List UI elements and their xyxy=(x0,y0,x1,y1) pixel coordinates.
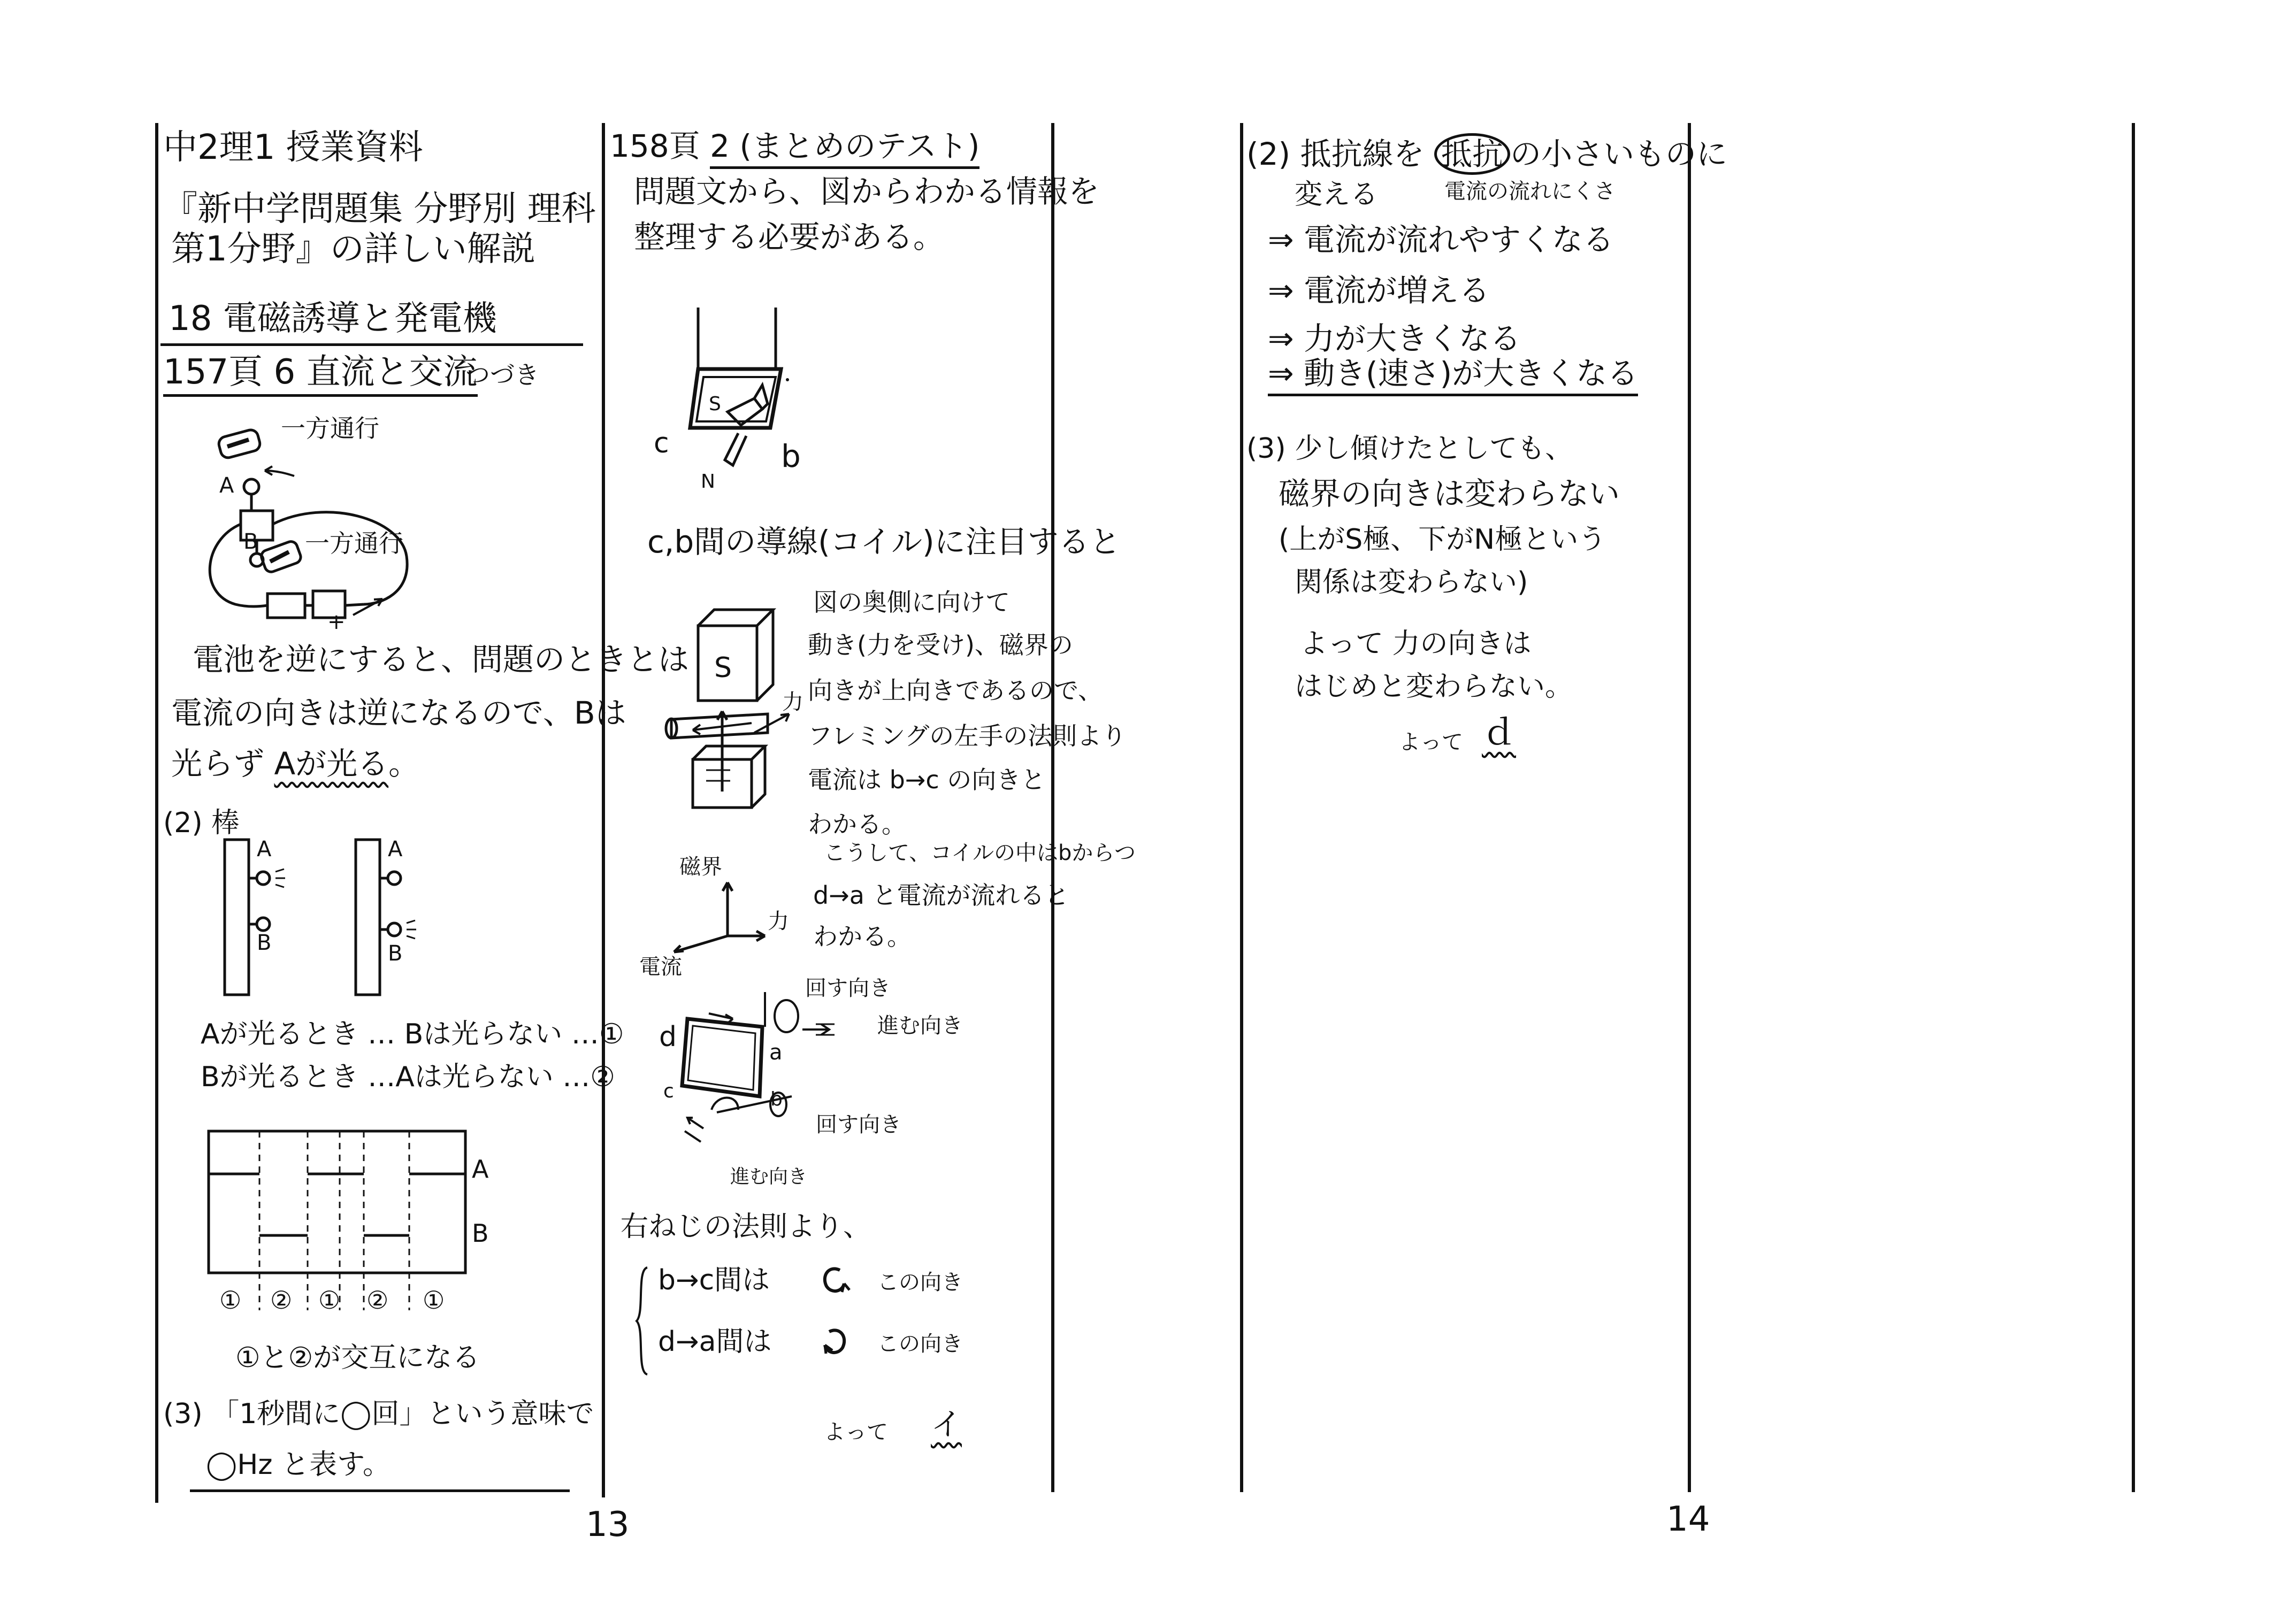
rod-2-label-a: A xyxy=(388,837,403,862)
explanation-line-3a: 光らず xyxy=(171,746,274,782)
magnet-3d-label-s: S xyxy=(714,652,732,684)
sketch-label-c: c xyxy=(654,427,669,459)
col2-header xyxy=(610,128,979,164)
explanation-line-3c: 。 xyxy=(388,746,420,782)
rotation-cw-icon xyxy=(818,1262,851,1300)
diode-label-1: 一方通行 xyxy=(281,414,379,443)
chapter-title: 18 電磁誘導と発電機 xyxy=(169,299,497,339)
circuit-label-a: A xyxy=(219,473,234,498)
advance-direction-2: 進む向き xyxy=(730,1166,808,1188)
expl-line-9: わかる。 xyxy=(813,922,912,951)
col3-q3-line-4: 関係は変わらない) xyxy=(1295,566,1528,598)
coil-label-a: a xyxy=(769,1040,783,1065)
rotation-direction-1: 回す向き xyxy=(805,976,891,1001)
q3-text: (3) 「1秒間に◯回」という意味で xyxy=(163,1398,594,1430)
column-1-end-rule xyxy=(190,1489,570,1492)
book-title-line-2: 第1分野』の詳しい解説 xyxy=(171,229,535,269)
condition-1: Aが光るとき … Bは光らない …① xyxy=(201,1018,624,1050)
expl-line-5: 電流は b→c の向きと xyxy=(808,765,1046,794)
book-title-line-1: 『新中学問題集 分野別 理科 xyxy=(163,189,596,229)
col3-q2-b: の小さいものに xyxy=(1510,136,1728,172)
condition-2: Bが光るとき …Aは光らない …② xyxy=(201,1061,615,1093)
expl-line-8: d→a と電流が流れると xyxy=(813,881,1069,910)
alternate-note: ①と②が交互になる xyxy=(235,1342,480,1374)
coil-label-c: c xyxy=(663,1080,674,1102)
col3-therefore: よって xyxy=(1399,730,1463,755)
rod-1-label-b: B xyxy=(257,931,272,955)
col3-arrow-4-text: ⇒ 動き(速さ)が大きくなる xyxy=(1268,355,1638,396)
expl-line-1: 図の奥側に向けて xyxy=(813,588,1010,617)
seq-item-2: ② xyxy=(270,1286,293,1315)
circuit-label-b: B xyxy=(243,529,258,554)
diode-circuit-diagram xyxy=(203,417,439,631)
answer-a-lights: Aが光る xyxy=(274,746,389,782)
col2-answer xyxy=(931,1407,962,1442)
axis-label-current: 電流 xyxy=(639,955,682,979)
sketch-label-n: N xyxy=(701,471,715,493)
rotation-direction-2: 回す向き xyxy=(816,1112,901,1137)
column-divider-3 xyxy=(1240,123,1243,1492)
column-divider-left-edge xyxy=(155,123,158,1503)
section-title xyxy=(163,353,478,393)
rod-2-label-b: B xyxy=(388,941,403,966)
col2-intro-2: 整理する必要がある。 xyxy=(634,219,945,255)
rod-1-label-a: A xyxy=(257,837,272,862)
col3-q3-line-6: はじめと変わらない。 xyxy=(1295,671,1573,703)
da-line: d→a間は xyxy=(658,1326,772,1358)
page-number-left: 13 xyxy=(586,1505,630,1545)
screw-rule: 右ねじの法則より、 xyxy=(621,1211,871,1243)
column-divider-2 xyxy=(1051,123,1054,1492)
coil-label-d: d xyxy=(659,1021,677,1053)
expl-line-4: フレミングの左手の法則より xyxy=(808,721,1127,750)
chapter-rule xyxy=(160,343,583,346)
col3-q2-line-1 xyxy=(1246,136,1727,172)
explanation-line-1: 電池を逆にすると、問題のときとは xyxy=(193,641,690,678)
seq-item-5: ① xyxy=(423,1286,445,1315)
column-divider-5 xyxy=(2132,123,2135,1492)
col3-arrow-2: ⇒ 電流が増える xyxy=(1268,272,1490,309)
sketch-label-b: b xyxy=(781,438,801,474)
col3-arrow-4 xyxy=(1268,356,1638,391)
col3-q2-line-2: 変える xyxy=(1295,179,1379,211)
axis-label-force: 力 xyxy=(768,909,789,934)
advance-direction-1: 進む向き xyxy=(877,1013,963,1038)
explanation-line-3 xyxy=(171,746,419,782)
sketch-label-s: S xyxy=(709,393,721,415)
alternating-lamp-graph xyxy=(206,1128,473,1310)
rod-lamps-diagram xyxy=(214,834,439,1000)
coil-label-b: b xyxy=(770,1088,783,1110)
this-direction-1: この向き xyxy=(877,1270,963,1295)
page-number-right: 14 xyxy=(1666,1500,1710,1539)
graph-label-a: A xyxy=(472,1155,489,1184)
diode-label-2: 一方通行 xyxy=(305,529,403,558)
magnet-wire-3d-diagram xyxy=(661,604,821,829)
col3-q2-a: (2) 抵抗線を xyxy=(1246,136,1435,172)
col2-therefore: よって xyxy=(824,1420,888,1445)
rotation-ccw-icon xyxy=(818,1324,851,1361)
section-title-text: 157頁 6 直流と交流 xyxy=(163,352,478,397)
col2-answer-text: イ xyxy=(931,1406,962,1442)
this-direction-2: この向き xyxy=(877,1332,963,1356)
column-divider-4 xyxy=(1688,123,1691,1492)
q3-hz: ◯Hz と表す。 xyxy=(206,1449,391,1481)
col3-answer-text: ｄ xyxy=(1482,713,1516,753)
col3-arrow-3: ⇒ 力が大きくなる xyxy=(1268,320,1521,357)
expl-line-6: わかる。 xyxy=(808,810,906,839)
circuit-label-plus: + xyxy=(327,610,346,634)
bc-line: b→c間は xyxy=(658,1264,770,1296)
coil-screw-diagram xyxy=(658,989,883,1182)
column-divider-1 xyxy=(602,123,605,1497)
expl-line-3: 向きが上向きであるので、 xyxy=(808,676,1103,705)
col3-answer xyxy=(1482,714,1516,754)
col3-q3-line-3: (上がS極、下がN極という xyxy=(1279,524,1606,556)
col3-q2-note: 電流の流れにくさ xyxy=(1444,179,1616,204)
seq-item-3: ① xyxy=(318,1286,341,1315)
col3-q3-line-2: 磁界の向きは変わらない xyxy=(1279,475,1620,512)
fleming-axes xyxy=(663,877,781,952)
expl-line-7: こうして、コイルの中はbからつ xyxy=(824,841,1136,865)
focus-statement: c,b間の導線(コイル)に注目すると xyxy=(647,524,1121,560)
col2-intro-1: 問題文から、図からわかる情報を xyxy=(634,173,1100,210)
seq-item-1: ① xyxy=(219,1286,242,1315)
graph-label-b: B xyxy=(472,1219,489,1248)
seq-item-4: ② xyxy=(366,1286,389,1315)
explanation-line-2: 電流の向きは逆になるので、Bは xyxy=(171,695,626,731)
col3-q3-line-1: (3) 少し傾けたとしても、 xyxy=(1246,433,1573,465)
brace xyxy=(634,1265,650,1377)
expl-line-2: 動き(力を受け)、磁界の xyxy=(808,631,1073,659)
continued-label: つづき xyxy=(465,360,539,389)
col3-arrow-1: ⇒ 電流が流れやすくなる xyxy=(1268,221,1614,258)
col3-q2-circled: 抵抗 xyxy=(1434,133,1510,175)
col2-header-title: 2 (まとめのテスト) xyxy=(710,128,979,169)
handout-header: 中2理1 授業資料 xyxy=(163,128,423,167)
q2-label: (2) 棒 xyxy=(163,807,240,839)
magnet-3d-label-force: 力 xyxy=(782,690,803,715)
axis-label-field: 磁界 xyxy=(679,855,722,879)
col2-header-page: 158頁 xyxy=(610,128,710,164)
col3-q3-line-5: よって 力の向きは xyxy=(1300,628,1532,660)
